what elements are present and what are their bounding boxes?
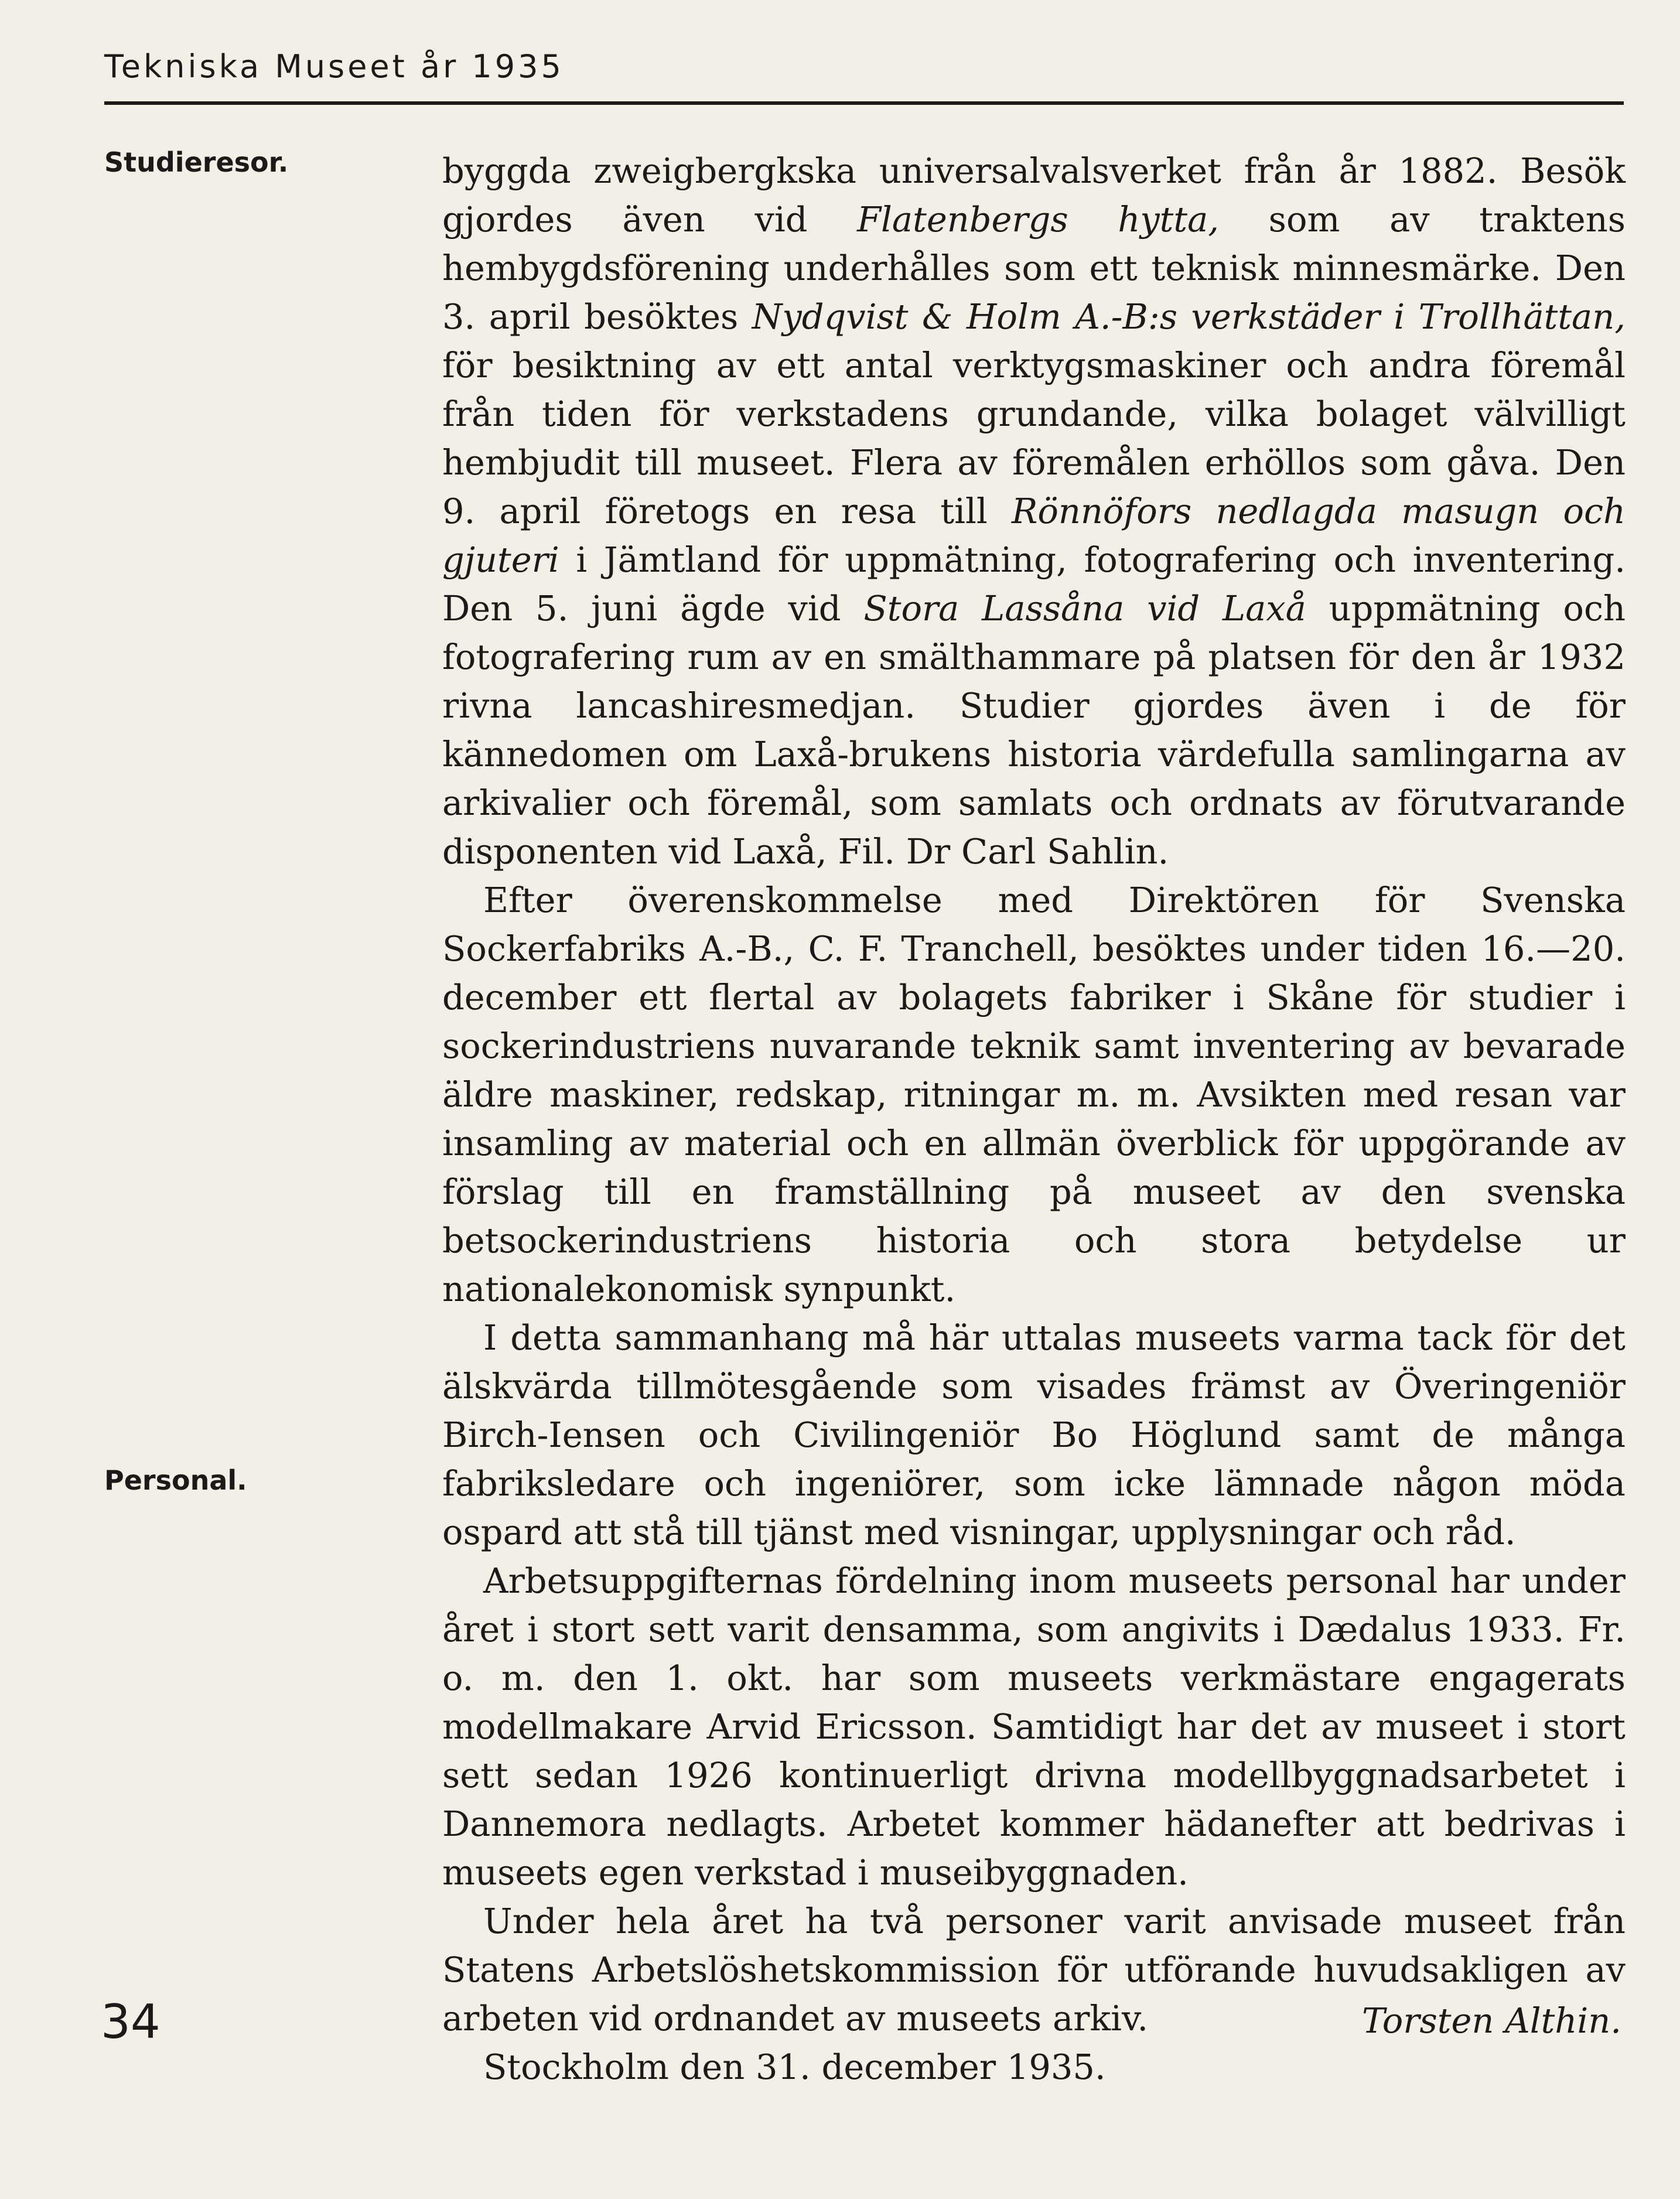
place-flatenbergs: Flatenbergs hytta,	[857, 199, 1220, 240]
place-ronnofors: Rönnöfors nedlagda masugn och gjuteri	[442, 491, 1626, 580]
dateline: Stockholm den 31. december 1935.	[483, 2047, 1106, 2087]
paragraph-personnel: Arbetsuppgifternas fördelning inom museets personal har under året i stort sett varit densamma, som angivits i Dædalus 1933. Fr. o. m. den 1. okt. har som museets verkmästare engagerats modellmakare Arvid Ericsson. Samtidigt har det av museet i stort sett sedan 1926 kontinuerligt drivna modellbyggnadsarbetet i Dannemora nedlagts. Arbetet kommer hädanefter att bedrivas i museets egen verkstad i museibyggnaden.	[442, 1561, 1626, 1893]
place-nydqvist-holm: Nydqvist & Holm A.-B:s verkstäder i Trollhättan,	[752, 296, 1626, 337]
signature: Torsten Althin.	[1362, 2000, 1621, 2041]
paragraph-study-trips: byggda zweigbergkska universalvalsverket från år 1882. Besök gjordes även vid Flatenbergs hytta, som av traktens hembygdsförening underhålles som ett teknisk minnesmärke. Den 3. april besöktes Nydqvist & Holm A.-B:s verkstäder i Trollhättan, för besiktning av ett antal verktygsmaskiner och andra föremål från tiden för verkstadens grundande, vilka bolaget välvilligt hembjudit till museet. Flera av föremålen erhöllos som gåva. Den 9. april företogs en resa till Rönnöfors nedlagda masugn och gjuteri i Jämtland för uppmätning, fotografering och inventering. Den 5. juni ägde vid Stora Lassåna vid Laxå uppmätning och fotografering rum av en smälthammare på platsen för den år 1932 rivna lancashiresmedjan. Studier gjordes även i de för kännedomen om Laxå-brukens historia värdefulla samlingarna av arkivalier och föremål, som samlats och ordnats av förutvarande disponenten vid Laxå, Fil. Dr Carl Sahlin.	[442, 151, 1626, 872]
margin-note-personal: Personal.	[104, 1464, 247, 1496]
page-number: 34	[101, 1995, 161, 2049]
header-rule	[104, 101, 1624, 105]
margin-note-studieresor: Studieresor.	[104, 146, 289, 178]
paragraph-sugar-industry: Efter överenskommelse med Direktören för Svenska Sockerfabriks A.-B., C. F. Tranchell, besöktes under tiden 16.—20. december ett flertal av bolagets fabriker i Skåne för studier i sockerindustriens nuvarande teknik samt inventering av bevarade äldre maskiner, redskap, ritningar m. m. Avsikten med resan var insamling av material och en allmän överblick för uppgörande av förslag till en framställning på museet av den svenska betsockerindustriens historia och stora betydelse ur nationalekonomisk synpunkt.	[442, 880, 1626, 1309]
running-header: Tekniska Museet år 1935	[104, 48, 564, 85]
paragraph-thanks: I detta sammanhang må här uttalas museets varma tack för det älskvärda tillmötesgående som visades främst av Överingeniör Birch-Iensen och Civilingeniör Bo Höglund samt de många fabriksledare och ingeniörer, som icke lämnade någon möda ospard att stå till tjänst med visningar, upplysningar och råd.	[442, 1317, 1626, 1552]
body-text	[442, 146, 1626, 2091]
paragraph-unemployment-commission: Under hela året ha två personer varit anvisade museet från Statens Arbetslöshetskommission för utförande huvudsakligen av arbeten vid ordnandet av museets arkiv.	[442, 1901, 1626, 2038]
place-stora-lassana: Stora Lassåna vid Laxå	[863, 588, 1306, 629]
